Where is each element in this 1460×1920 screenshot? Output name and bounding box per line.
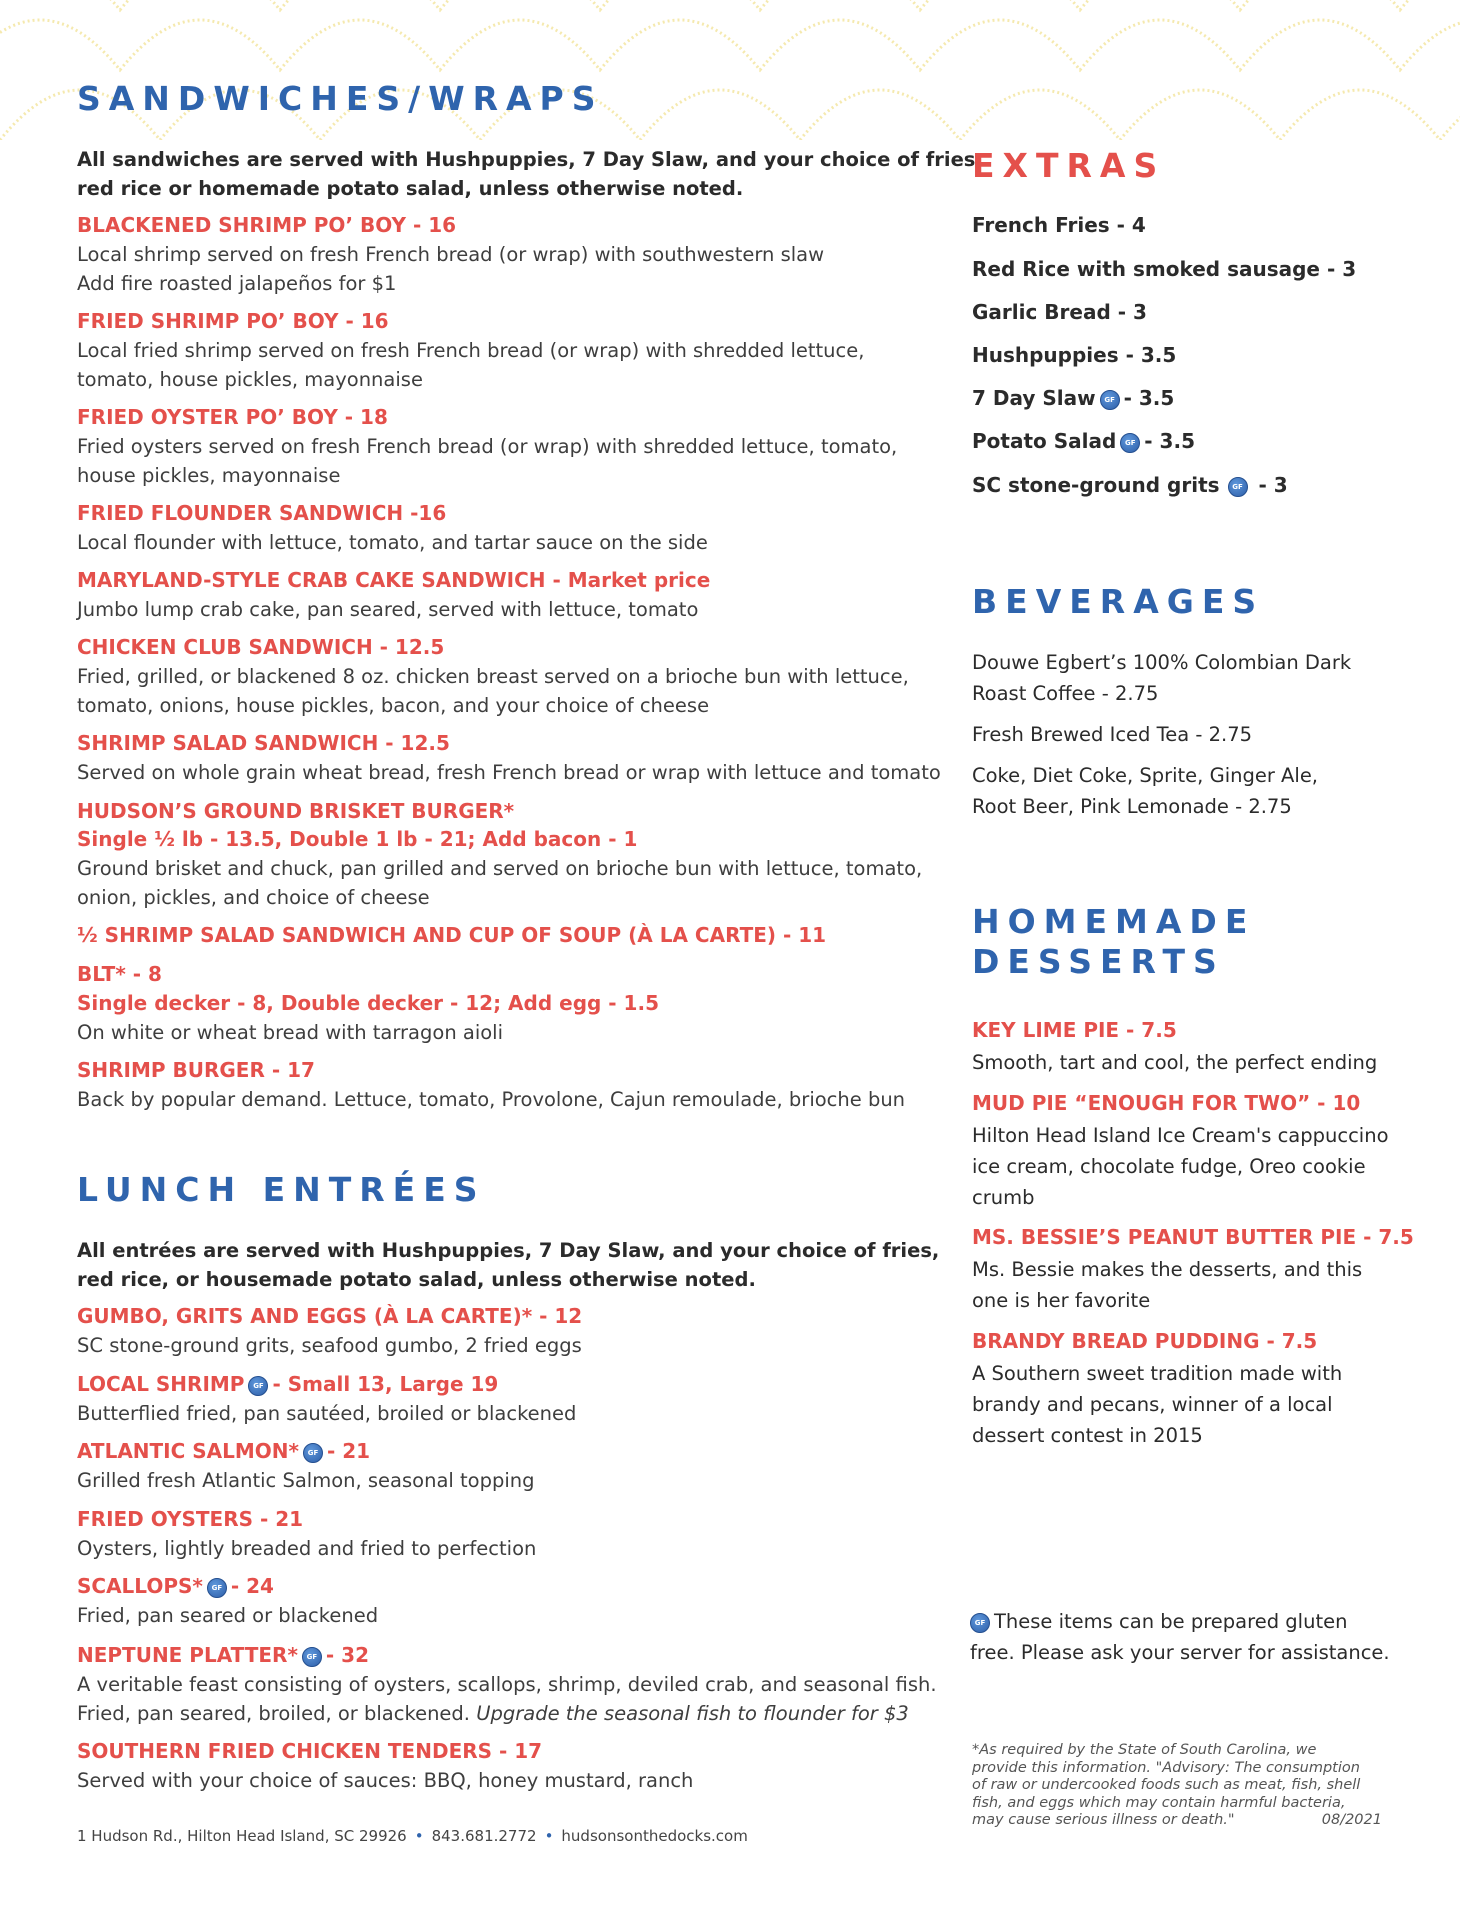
gluten-free-icon: GF	[970, 1613, 990, 1633]
item-title: FRIED FLOUNDER SANDWICH -16	[77, 501, 447, 525]
item-title: NEPTUNE PLATTER* GF - 32	[77, 1643, 370, 1667]
item-title: GUMBO, GRITS AND EGGS (À LA CARTE)* - 12	[77, 1304, 583, 1328]
item-title: ATLANTIC SALMON* GF - 21	[77, 1439, 371, 1463]
item-description: A Southern sweet tradition made with brandy and pecans, winner of a local dessert contest in 2015	[972, 1362, 1343, 1447]
item-title: MARYLAND-STYLE CRAB CAKE SANDWICH - Market price	[77, 568, 711, 592]
item-title: SCALLOPS* GF - 24	[77, 1574, 274, 1598]
extra-item: Hushpuppies - 3.5	[972, 343, 1177, 367]
item-description: Back by popular demand. Lettuce, tomato, Provolone, Cajun remoulade, brioche bun	[77, 1088, 906, 1111]
lunch-intro: All entrées are served with Hushpuppies, 7 Day Slaw, and your choice of fries, red rice, or housemade potato salad, unless otherwise noted.	[77, 1239, 940, 1291]
raw-food-advisory: *As required by the State of South Carolina, we provide this information. "Advisory: The consumption of raw or undercooked foods such as meat, fish, shell fish, and eggs which may contain harmful bacteria, may cause serious illness or death." 08/2021	[972, 1742, 1382, 1828]
extra-item: French Fries - 4	[972, 213, 1146, 237]
menu-date: 08/2021	[1321, 1812, 1382, 1828]
item-title: SOUTHERN FRIED CHICKEN TENDERS - 17	[77, 1739, 543, 1763]
extra-item: SC stone-ground grits GF - 3	[972, 473, 1288, 497]
extra-item: Red Rice with smoked sausage - 3	[972, 257, 1357, 281]
scallop-background-pattern	[0, 0, 1460, 140]
beverages-heading: BEVERAGES	[972, 582, 1265, 621]
item-description: Local fried shrimp served on fresh French bread (or wrap) with shredded lettuce, tomato, house pickles, mayonnaise	[77, 339, 865, 391]
gluten-free-icon: GF	[1100, 390, 1120, 410]
desserts-heading: HOMEMADE DESSERTS	[972, 902, 1256, 981]
item-description: Hilton Head Island Ice Cream's cappuccino ice cream, chocolate fudge, Oreo cookie crumb	[972, 1124, 1389, 1209]
item-description: Fried, pan seared or blackened	[77, 1604, 379, 1627]
item-description: Grilled fresh Atlantic Salmon, seasonal topping	[77, 1469, 535, 1492]
item-title: KEY LIME PIE - 7.5	[972, 1018, 1177, 1042]
item-title: SHRIMP SALAD SANDWICH - 12.5	[77, 731, 450, 755]
extra-item: Garlic Bread - 3	[972, 300, 1147, 324]
gluten-free-icon: GF	[248, 1376, 268, 1396]
footer-website: hudsonsonthedocks.com	[561, 1827, 748, 1845]
gluten-free-icon: GF	[207, 1578, 227, 1598]
extra-item: Potato Salad GF - 3.5	[972, 429, 1195, 453]
gluten-free-note: GF These items can be prepared gluten free. Please ask your server for assistance.	[970, 1610, 1390, 1664]
item-title: HUDSON’S GROUND BRISKET BURGER*	[77, 799, 515, 823]
item-title: BLACKENED SHRIMP PO’ BOY - 16	[77, 213, 457, 237]
item-description: Fried, grilled, or blackened 8 oz. chicken breast served on a brioche bun with lettuce, tomato, onions, house pickles, bacon, and your choice of cheese	[77, 665, 909, 717]
item-title: SHRIMP BURGER - 17	[77, 1058, 315, 1082]
item-description: SC stone-ground grits, seafood gumbo, 2 fried eggs	[77, 1334, 582, 1357]
item-title: MUD PIE “ENOUGH FOR TWO” - 10	[972, 1091, 1361, 1115]
item-description: A veritable feast consisting of oysters, scallops, shrimp, deviled crab, and seasonal fish. Fried, pan seared, broiled, or blackened. Upgrade the seasonal fish to flounder for $3	[77, 1673, 937, 1725]
item-description: Local flounder with lettuce, tomato, and tartar sauce on the side	[77, 531, 708, 554]
item-title: MS. BESSIE’S PEANUT BUTTER PIE - 7.5	[972, 1225, 1414, 1249]
item-description: Local shrimp served on fresh French bread (or wrap) with southwestern slaw Add fire roasted jalapeños for $1	[77, 243, 825, 295]
gluten-free-icon: GF	[303, 1443, 323, 1463]
gluten-free-icon: GF	[1228, 477, 1248, 497]
footer-address: 1 Hudson Rd., Hilton Head Island, SC 29926	[77, 1827, 407, 1845]
item-title: FRIED SHRIMP PO’ BOY - 16	[77, 309, 389, 333]
extra-item: 7 Day Slaw GF - 3.5	[972, 386, 1175, 410]
item-subtitle: Single decker - 8, Double decker - 12; Add egg - 1.5	[77, 991, 659, 1015]
gluten-free-icon: GF	[1120, 433, 1140, 453]
footer-contact: 1 Hudson Rd., Hilton Head Island, SC 29926 • 843.681.2772 • hudsonsonthedocks.com	[77, 1827, 748, 1845]
sandwiches-intro: All sandwiches are served with Hushpuppies, 7 Day Slaw, and your choice of fries, red rice or homemade potato salad, unless otherwise noted.	[77, 148, 983, 200]
item-description: Ground brisket and chuck, pan grilled and served on brioche bun with lettuce, tomato, onion, pickles, and choice of cheese	[77, 857, 923, 909]
item-title: ½ SHRIMP SALAD SANDWICH AND CUP OF SOUP (À LA CARTE) - 11	[77, 923, 827, 947]
item-title: FRIED OYSTER PO’ BOY - 18	[77, 405, 388, 429]
beverage-item: Douwe Egbert’s 100% Colombian Dark Roast Coffee - 2.75	[972, 651, 1352, 705]
item-title: LOCAL SHRIMP GF - Small 13, Large 19	[77, 1372, 499, 1396]
item-description: Smooth, tart and cool, the perfect ending	[972, 1051, 1378, 1074]
item-subtitle: Single ½ lb - 13.5, Double 1 lb - 21; Add bacon - 1	[77, 827, 638, 851]
footer-phone: 843.681.2772	[431, 1827, 537, 1845]
sandwiches-heading: SANDWICHES/WRAPS	[77, 79, 604, 118]
item-title: FRIED OYSTERS - 21	[77, 1507, 304, 1531]
item-description: Served on whole grain wheat bread, fresh French bread or wrap with lettuce and tomato	[77, 761, 941, 784]
item-title: BRANDY BREAD PUDDING - 7.5	[972, 1329, 1318, 1353]
item-description: Fried oysters served on fresh French bread (or wrap) with shredded lettuce, tomato, house pickles, mayonnaise	[77, 435, 898, 487]
beverage-item: Coke, Diet Coke, Sprite, Ginger Ale, Root Beer, Pink Lemonade - 2.75	[972, 764, 1319, 818]
item-description: On white or wheat bread with tarragon aioli	[77, 1021, 504, 1044]
lunch-heading: LUNCH ENTRÉES	[77, 1170, 486, 1209]
beverage-item: Fresh Brewed Iced Tea - 2.75	[972, 723, 1253, 746]
item-description: Served with your choice of sauces: BBQ, honey mustard, ranch	[77, 1769, 694, 1792]
item-description: Oysters, lightly breaded and fried to perfection	[77, 1537, 537, 1560]
item-title: BLT* - 8	[77, 962, 162, 986]
item-title: CHICKEN CLUB SANDWICH - 12.5	[77, 635, 445, 659]
item-description: Ms. Bessie makes the desserts, and this one is her favorite	[972, 1258, 1363, 1312]
item-description: Butterflied fried, pan sautéed, broiled or blackened	[77, 1402, 577, 1425]
extras-heading: EXTRAS	[972, 146, 1166, 185]
item-description: Jumbo lump crab cake, pan seared, served with lettuce, tomato	[77, 598, 699, 621]
gluten-free-icon: GF	[302, 1647, 322, 1667]
